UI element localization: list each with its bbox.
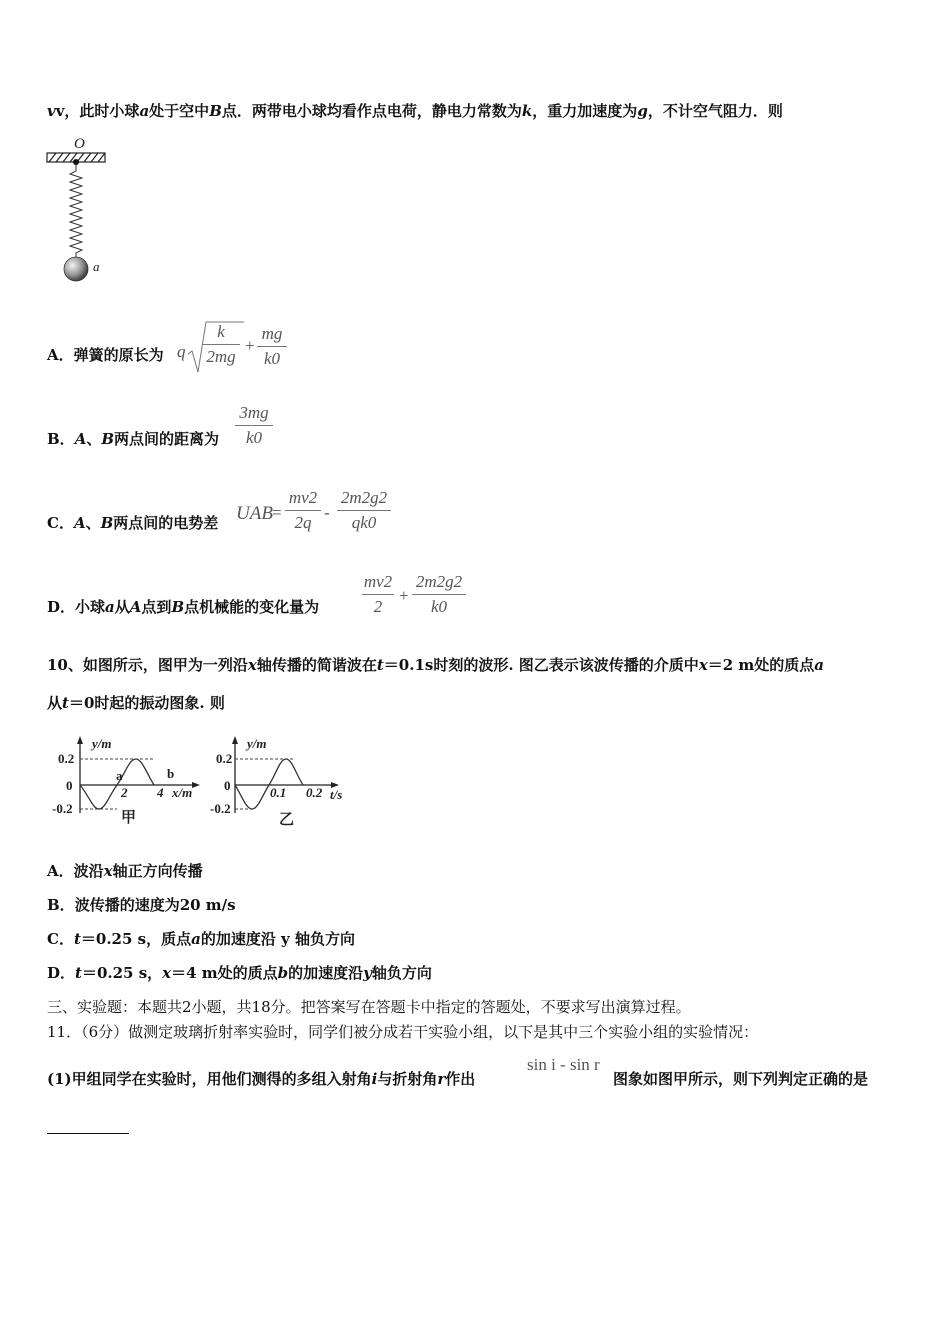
option-a-q: q — [177, 342, 186, 361]
intro-text-5: ，不计空气阻力．则 — [647, 102, 783, 120]
option-a-sqrt-frac — [202, 322, 240, 367]
var-t: t — [376, 656, 384, 674]
q11-part1-tail: 图象如图甲所示，则下列判定正确的是 — [613, 1070, 869, 1088]
var-t: t — [73, 930, 81, 948]
frac1-numerator: mv2 — [363, 572, 393, 591]
caption-yi: 乙 — [279, 812, 295, 828]
option-c-minus: - — [324, 503, 330, 522]
y-tick-bottom: -0.2 — [52, 801, 73, 816]
q10-option-a — [47, 861, 203, 881]
ball-label-a: a — [93, 259, 100, 274]
q10-stem-line-1 — [47, 655, 824, 675]
option-c-frac-2 — [337, 488, 391, 533]
option-c-prefix: C． — [47, 514, 74, 532]
y-axis-label: y/m — [247, 736, 267, 751]
var-k: k — [521, 102, 533, 120]
option-a-frac-2 — [257, 324, 287, 369]
y-tick-top: 0.2 — [216, 751, 233, 766]
q10-text-5: 从 — [47, 694, 63, 712]
var-A: A — [73, 514, 86, 532]
t-tick-01: 0.1 — [270, 785, 287, 800]
option-b-text: 两点间的距离为 — [114, 430, 220, 448]
var-A: A — [74, 430, 87, 448]
var-B: B — [101, 430, 115, 448]
var-a: a — [191, 930, 201, 948]
option-a-text: 弹簧的原长为 — [73, 346, 164, 364]
q11-stem: 11．（6分）做测定玻璃折射率实验时，同学们被分成若干实验小组，以下是其中三个实验小组的实验情况： — [47, 1023, 759, 1041]
var-i: i — [371, 1070, 378, 1088]
sqrt-denominator: 2mg — [206, 347, 236, 366]
spring-figure — [42, 133, 122, 288]
spring-coil — [70, 165, 82, 257]
var-B: B — [171, 598, 185, 616]
frac-denominator: k0 — [245, 428, 263, 447]
option-d-frac-1 — [362, 572, 394, 617]
q9-option-a — [47, 345, 164, 365]
q9-option-c — [47, 513, 218, 533]
var-B: B — [100, 514, 114, 532]
option-a-prefix: A． — [47, 862, 74, 880]
q10-option-d — [47, 963, 432, 983]
answer-blank[interactable] — [47, 1133, 129, 1134]
q10-option-c — [47, 929, 355, 949]
separator: 、 — [85, 514, 101, 532]
var-v: v — [47, 102, 56, 120]
frac2-numerator: 2m2g2 — [340, 488, 388, 507]
q10-stem-line-2 — [47, 693, 225, 713]
var-A: A — [129, 598, 142, 616]
frac1-numerator: mv2 — [288, 488, 318, 507]
option-d-text-2: ＝4 m处的质点 — [171, 964, 278, 982]
option-c-text: 两点间的电势差 — [113, 514, 219, 532]
option-b-prefix: B． — [47, 896, 75, 914]
option-c-prefix: C． — [47, 930, 74, 948]
option-a-prefix: A． — [47, 346, 74, 364]
option-c-frac-1 — [285, 488, 321, 533]
var-r: r — [437, 1070, 446, 1088]
y-tick-zero: 0 — [224, 778, 231, 793]
spring-label-o: O — [74, 136, 85, 152]
option-c-text-2: 的加速度沿 y 轴负方向 — [200, 930, 355, 948]
y-axis-label: y/m — [92, 736, 112, 751]
wave-graph-jia — [48, 733, 203, 833]
option-b-text: 波传播的速度为20 m/s — [74, 896, 236, 914]
sin-expression: sin i - sin r — [527, 1055, 600, 1074]
var-t: t — [62, 694, 69, 712]
option-c-eq: = — [272, 503, 282, 522]
var-x: x — [247, 656, 257, 674]
x-axis-arrow — [192, 782, 200, 788]
var-g: g — [637, 102, 648, 120]
option-d-text-1: ＝0.25 s， — [81, 964, 163, 982]
caption-jia: 甲 — [121, 810, 137, 826]
intro-text-1: v，此时小球 — [55, 102, 140, 120]
t-axis-label: t/s — [330, 787, 343, 802]
q9-option-b — [47, 429, 219, 449]
option-d-text-4: 轴负方向 — [371, 964, 432, 982]
frac2-denominator: k0 — [263, 349, 281, 368]
option-a-plus: + — [245, 336, 255, 355]
option-d-text-3: 的加速度沿 — [288, 964, 364, 982]
x-tick-2: 2 — [121, 785, 128, 800]
x-tick-4: 4 — [157, 785, 164, 800]
q11-part1-text-1: (1)甲组同学在实验时，用他们测得的多组入射角 — [47, 1070, 372, 1088]
separator: 、 — [86, 430, 102, 448]
point-b-label: b — [167, 766, 175, 781]
q10-text-2: 轴传播的简谐波在 — [256, 656, 377, 674]
var-a: a — [814, 656, 825, 674]
frac1-denominator: 2 — [373, 597, 383, 616]
q10-text-6: ＝0时起的振动图象. 则 — [68, 694, 225, 712]
option-b-frac — [235, 403, 273, 448]
var-t: t — [75, 964, 82, 982]
frac2-numerator: 2m2g2 — [415, 572, 463, 591]
var-x: x — [698, 656, 708, 674]
wave-graph-yi — [208, 733, 358, 833]
y-tick-bottom: -0.2 — [210, 801, 231, 816]
option-d-text-3: 点到 — [141, 598, 172, 616]
intro-text-3: 点．两带电小球均看作点电荷，静电力常数为 — [221, 102, 522, 120]
option-b-prefix: B． — [47, 430, 75, 448]
q10-text-1: 10、如图所示，图甲为一列沿 — [47, 656, 248, 674]
frac2-numerator: mg — [261, 324, 283, 343]
option-d-prefix: D． — [47, 964, 76, 982]
y-axis-arrow — [232, 736, 238, 744]
ball-a — [64, 257, 88, 281]
q9-option-d — [47, 597, 319, 617]
q10-text-4: ＝2 m处的质点 — [707, 656, 815, 674]
q11-part1 — [47, 1069, 475, 1089]
var-a: a — [105, 598, 115, 616]
var-B: B — [209, 102, 222, 120]
option-d-text-2: 从 — [114, 598, 130, 616]
intro-text-2: 处于空中 — [149, 102, 210, 120]
var-a: a — [139, 102, 150, 120]
sqrt-numerator: k — [217, 322, 225, 341]
option-d-text-4: 点机械能的变化量为 — [184, 598, 320, 616]
option-c-lhs: UAB — [236, 503, 273, 524]
section-3-heading: 三、实验题：本题共2小题，共18分。把答案写在答题卡中指定的答题处，不要求写出演算过程。 — [47, 998, 691, 1016]
frac2-denominator: qk0 — [351, 513, 377, 532]
q11-part1-text-2: 与折射角 — [377, 1070, 438, 1088]
option-d-text-1: 小球 — [75, 598, 106, 616]
q10-text-3: ＝0.1s时刻的波形. 图乙表示该波传播的介质中 — [383, 656, 699, 674]
var-x: x — [162, 964, 172, 982]
t-tick-02: 0.2 — [306, 785, 323, 800]
intro-text-4: ，重力加速度为 — [532, 102, 638, 120]
q11-part1-text-3: 作出 — [445, 1070, 476, 1088]
point-a-label: a — [116, 768, 123, 783]
x-axis-label: x/m — [172, 785, 193, 800]
option-a-text-2: 轴正方向传播 — [112, 862, 203, 880]
frac2-denominator: k0 — [430, 597, 448, 616]
option-c-text-1: ＝0.25 s，质点 — [80, 930, 192, 948]
var-y: y — [363, 964, 372, 982]
option-a-text-1: 波沿 — [73, 862, 104, 880]
intro-line — [47, 101, 783, 121]
pivot-point — [73, 159, 79, 165]
var-x: x — [103, 862, 113, 880]
option-d-plus: + — [399, 586, 409, 605]
y-axis-arrow — [77, 736, 83, 744]
wave-curve — [80, 759, 154, 809]
frac1-denominator: 2q — [294, 513, 312, 532]
option-d-frac-2 — [412, 572, 466, 617]
frac-numerator: 3mg — [239, 403, 269, 422]
y-tick-top: 0.2 — [58, 751, 75, 766]
vibration-curve — [235, 759, 303, 809]
y-tick-zero: 0 — [66, 778, 73, 793]
var-b: b — [277, 964, 289, 982]
option-d-prefix: D． — [47, 598, 76, 616]
q10-option-b — [47, 895, 236, 915]
